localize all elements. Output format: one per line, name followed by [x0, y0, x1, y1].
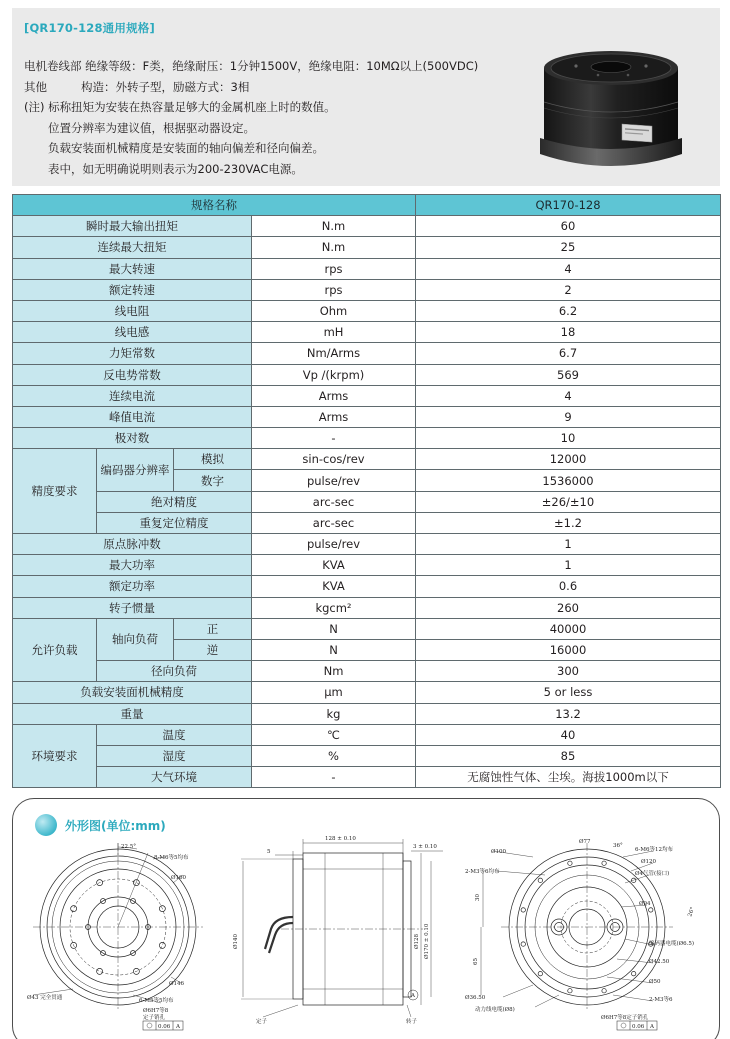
spec-label: 额定功率	[13, 576, 252, 597]
rear-h65-label: 65	[473, 958, 479, 965]
side-length-label: 128 ± 0.10	[325, 836, 356, 842]
general-spec-panel	[12, 8, 720, 186]
bolt-hole	[133, 880, 139, 886]
table-row	[13, 576, 721, 597]
spec-label: 湿度	[97, 745, 252, 766]
rear-d42-label: Ø42.50	[649, 959, 670, 965]
header-model: QR170-128	[416, 195, 721, 216]
spec-value: 60	[416, 216, 721, 237]
spec-value: 2	[416, 279, 721, 300]
table-row	[13, 449, 721, 470]
side-d140-label: Ø140	[233, 933, 239, 949]
spec-unit: sin-cos/rev	[252, 449, 416, 470]
spec-unit: pulse/rev	[252, 470, 416, 491]
spec-label: 正	[174, 618, 252, 639]
load-group-label: 允许负载	[13, 618, 97, 682]
spec-value: 1	[416, 555, 721, 576]
front-d146-label: Ø146	[169, 981, 185, 987]
side-d128-label: Ø128	[414, 933, 420, 949]
table-row	[13, 618, 721, 639]
spec-unit: pulse/rev	[252, 534, 416, 555]
spec-label: 转子惯量	[13, 597, 252, 618]
spec-value: 300	[416, 661, 721, 682]
spec-value: 0.6	[416, 576, 721, 597]
bolt-hole	[649, 908, 653, 912]
table-row	[13, 428, 721, 449]
rear-enc-label: 编码器电缆(Ø6.5)	[649, 941, 695, 947]
spec-unit: N	[252, 618, 416, 639]
spec-unit: N.m	[252, 237, 416, 258]
spec-label: 负载安装面机械精度	[13, 682, 252, 703]
rear-vent-label: Ø4气管(接口)	[635, 871, 670, 877]
encoder-resolution-label: 编码器分辨率	[97, 449, 174, 491]
front-pin-label: Ø6H7等8	[143, 1008, 169, 1014]
table-row	[13, 216, 721, 237]
table-row	[13, 279, 721, 300]
spec-value: 13.2	[416, 703, 721, 724]
rear-m3-label: 2-M3等6均布	[465, 869, 500, 875]
table-row	[13, 491, 721, 512]
spec-unit: KVA	[252, 576, 416, 597]
rear-d50-label: Ø50	[649, 979, 661, 985]
spec-label: 最大转速	[13, 258, 252, 279]
spec-value: 40000	[416, 618, 721, 639]
spec-label: 温度	[97, 724, 252, 745]
outline-drawing-panel	[12, 798, 720, 1039]
spec-unit: mH	[252, 322, 416, 343]
other-spec-line	[24, 77, 478, 98]
table-row	[13, 237, 721, 258]
coil-spec-line	[24, 56, 478, 77]
spec-label: 连续电流	[13, 385, 252, 406]
spec-label: 重复定位精度	[97, 512, 252, 533]
spec-value: 12000	[416, 449, 721, 470]
spec-label: 反电势常数	[13, 364, 252, 385]
table-row	[13, 343, 721, 364]
precision-group-label: 精度要求	[13, 449, 97, 534]
spec-label: 原点脉冲数	[13, 534, 252, 555]
spec-label: 径向负荷	[97, 661, 252, 682]
spec-value: 无腐蚀性气体、尘埃。海拔1000m以下	[416, 767, 721, 788]
spec-label: 峰值电流	[13, 406, 252, 427]
spec-label: 力矩常数	[13, 343, 252, 364]
table-row	[13, 364, 721, 385]
spec-unit: Vp /(krpm)	[252, 364, 416, 385]
rear-m6-label: 6-M6等12均布	[635, 847, 673, 853]
front-d43-label: Ø43 完全贯通	[27, 995, 63, 1001]
spec-label: 极对数	[13, 428, 252, 449]
spec-value: 260	[416, 597, 721, 618]
header-spec-name: 规格名称	[13, 195, 416, 216]
front-holes-label: 8-M6等5均布	[154, 855, 189, 861]
front-pin2-label: 定子销孔	[143, 1015, 166, 1021]
spec-label: 绝对精度	[97, 491, 252, 512]
spec-unit: -	[252, 428, 416, 449]
spec-label: 逆	[174, 639, 252, 660]
bolt-hole	[521, 942, 525, 946]
side-d170-label: Ø170 ± 0.10	[424, 923, 430, 959]
side-datum-label: A	[411, 993, 415, 999]
spec-unit: rps	[252, 258, 416, 279]
spec-unit: kg	[252, 703, 416, 724]
bubble-icon	[35, 814, 57, 836]
spec-unit: N.m	[252, 216, 416, 237]
spec-label: 额定转速	[13, 279, 252, 300]
spec-unit: arc-sec	[252, 512, 416, 533]
spec-label: 连续最大扭矩	[13, 237, 252, 258]
spec-value: 9	[416, 406, 721, 427]
bolt-hole	[538, 971, 542, 975]
spec-label: 最大功率	[13, 555, 252, 576]
rear-m3b-label: 2-M3等6	[649, 997, 673, 1003]
spec-label: 线电阻	[13, 300, 252, 321]
note-4: 表中，如无明确说明则表示为200-230VAC电源。	[48, 161, 303, 176]
spec-unit: Nm	[252, 661, 416, 682]
spec-table	[12, 194, 721, 788]
coil-label: 电机卷线部	[24, 59, 82, 73]
rear-h30-label: 30	[475, 894, 481, 901]
front-view	[33, 843, 203, 1030]
spec-label: 瞬时最大输出扭矩	[13, 216, 252, 237]
spec-value: 4	[416, 258, 721, 279]
table-row	[13, 597, 721, 618]
rear-tol-label: 0.06	[632, 1024, 645, 1030]
env-group-label: 环境要求	[13, 724, 97, 788]
bolt-hole	[631, 971, 635, 975]
spec-unit: Nm/Arms	[252, 343, 416, 364]
table-row	[13, 385, 721, 406]
rear-pin-label: Ø6H7等8定子销孔	[601, 1015, 649, 1021]
rear-datum-label: A	[650, 1024, 654, 1030]
bolt-hole	[568, 989, 572, 993]
table-row	[13, 300, 721, 321]
table-row	[13, 682, 721, 703]
side-rotor-label: 转子	[406, 1019, 418, 1025]
rear-d77-label: Ø77	[579, 839, 591, 845]
spec-value: 1	[416, 534, 721, 555]
drawing-header	[35, 813, 166, 837]
table-row	[13, 322, 721, 343]
spec-unit: %	[252, 745, 416, 766]
rear-motor-cable-label: 动力线电缆(Ø8)	[475, 1007, 515, 1013]
spec-value: ±26/±10	[416, 491, 721, 512]
axial-load-label: 轴向负荷	[97, 618, 174, 660]
spec-unit: Arms	[252, 385, 416, 406]
spec-value: 40	[416, 724, 721, 745]
drawing-title: 外形图(单位:mm)	[65, 818, 166, 833]
side-view	[241, 839, 443, 1017]
spec-unit: kgcm²	[252, 597, 416, 618]
spec-unit: Arms	[252, 406, 416, 427]
spec-value: 5 or less	[416, 682, 721, 703]
table-row	[13, 724, 721, 745]
spec-value: 25	[416, 237, 721, 258]
spec-value: 1536000	[416, 470, 721, 491]
table-row	[13, 258, 721, 279]
spec-value: 85	[416, 745, 721, 766]
bolt-hole	[97, 968, 103, 974]
table-row	[13, 661, 721, 682]
spec-value: 18	[416, 322, 721, 343]
spec-unit: rps	[252, 279, 416, 300]
spec-value: 10	[416, 428, 721, 449]
spec-value: 6.2	[416, 300, 721, 321]
bolt-hole	[568, 861, 572, 865]
coil-text: 绝缘等级：F类，绝缘耐压：1分钟1500V，绝缘电阻：10MΩ以上(500VDC)	[85, 59, 479, 73]
table-row	[13, 745, 721, 766]
bolt-hole	[521, 908, 525, 912]
front-angle-label: 22.5°	[121, 844, 136, 850]
table-row	[13, 555, 721, 576]
rear-d120-label: Ø120	[641, 859, 657, 865]
rear-d94-label: Ø94	[639, 901, 651, 907]
rear-d100-label: Ø100	[491, 849, 507, 855]
table-header-row	[13, 195, 721, 216]
rear-ang26-label: 26°	[687, 906, 697, 918]
spec-unit: N	[252, 639, 416, 660]
spec-label: 重量	[13, 703, 252, 724]
table-row	[13, 406, 721, 427]
spec-unit: Ohm	[252, 300, 416, 321]
table-row	[13, 703, 721, 724]
general-spec-lines	[24, 56, 478, 179]
table-row	[13, 512, 721, 533]
spec-label: 大气环境	[97, 767, 252, 788]
spec-value: 4	[416, 385, 721, 406]
spec-label: 模拟	[174, 449, 252, 470]
side-left-label: 5	[267, 849, 271, 855]
bolt-hole	[602, 861, 606, 865]
note-2: 位置分辨率为建议值，根据驱动器设定。	[48, 120, 255, 135]
front-d160-label: Ø160	[171, 875, 187, 881]
motor-photo	[536, 42, 686, 178]
spec-value: 569	[416, 364, 721, 385]
side-right-label: 3 ± 0.10	[413, 844, 437, 850]
spec-value: 6.7	[416, 343, 721, 364]
rear-ang36-label: 36°	[613, 843, 623, 849]
other-label: 其他	[24, 79, 47, 94]
spec-unit: arc-sec	[252, 491, 416, 512]
note-1: (注) 标称扭矩为安装在热容量足够大的金属机座上时的数值。	[24, 100, 336, 114]
table-row	[13, 767, 721, 788]
spec-value: ±1.2	[416, 512, 721, 533]
spec-unit: KVA	[252, 555, 416, 576]
bolt-hole	[538, 878, 542, 882]
spec-unit: ℃	[252, 724, 416, 745]
spec-label: 数字	[174, 470, 252, 491]
other-text: 构造：外转子型，励磁方式：3相	[81, 79, 250, 94]
front-tol-label: 0.06	[158, 1024, 171, 1030]
table-row	[13, 534, 721, 555]
note-3: 负载安装面机械精度是安装面的轴向偏差和径向偏差。	[48, 141, 324, 155]
spec-unit: -	[252, 767, 416, 788]
bolt-hole	[159, 942, 165, 948]
bolt-hole	[602, 989, 606, 993]
bolt-hole	[631, 878, 635, 882]
general-spec-title: [QR170-128通用规格]	[24, 21, 155, 35]
side-stator-label: 定子	[256, 1019, 268, 1025]
rear-d36-label: Ø36.50	[465, 995, 486, 1001]
front-m5-label: 6-M5等5均布	[139, 998, 174, 1004]
spec-value: 16000	[416, 639, 721, 660]
spec-label: 线电感	[13, 322, 252, 343]
bolt-hole	[71, 906, 77, 912]
spec-unit: μm	[252, 682, 416, 703]
front-datum-label: A	[176, 1024, 180, 1030]
